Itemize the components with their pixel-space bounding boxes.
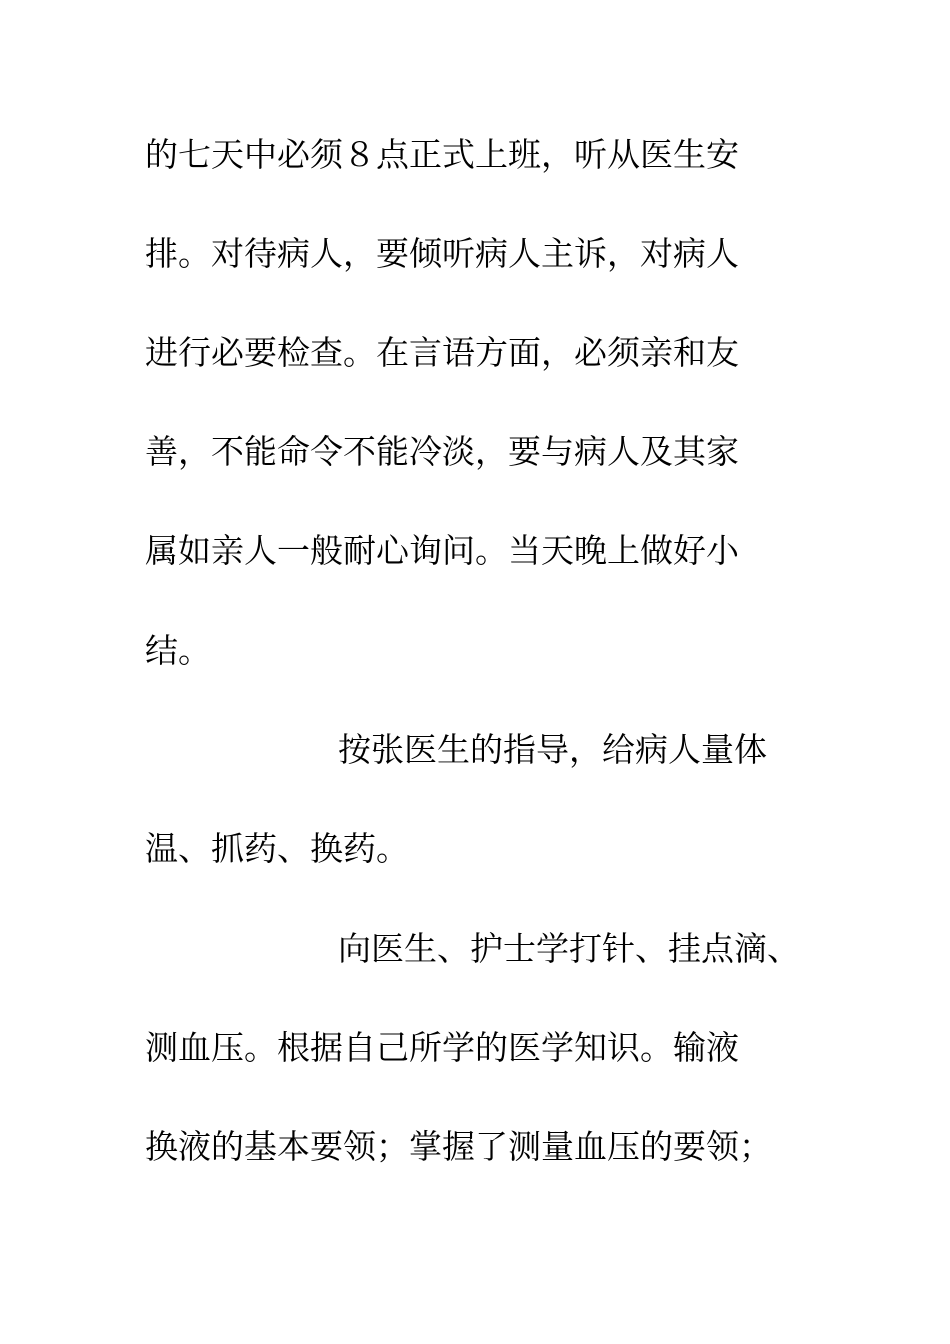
text-line: 温、抓药、换药。 xyxy=(145,829,409,868)
text-line: 换液的基本要领；掌握了测量血压的要领； xyxy=(145,1127,772,1166)
text-line: 的七天中必须８点正式上班，听从医生安 xyxy=(145,135,739,174)
paragraph-start-line: 按张医生的指导，给病人量体 xyxy=(338,730,767,769)
text-line: 善，不能命令不能冷淡，要与病人及其家 xyxy=(145,432,739,471)
text-line: 进行必要检查。在言语方面，必须亲和友 xyxy=(145,333,739,372)
text-line: 属如亲人一般耐心询问。当天晚上做好小 xyxy=(145,531,739,570)
text-line: 排。对待病人，要倾听病人主诉，对病人 xyxy=(145,234,739,273)
text-line: 结。 xyxy=(145,631,211,670)
paragraph-start-line: 向医生、护士学打针、挂点滴、 xyxy=(338,929,800,968)
text-line: 测血压。根据自己所学的医学知识。输液 xyxy=(145,1028,739,1067)
